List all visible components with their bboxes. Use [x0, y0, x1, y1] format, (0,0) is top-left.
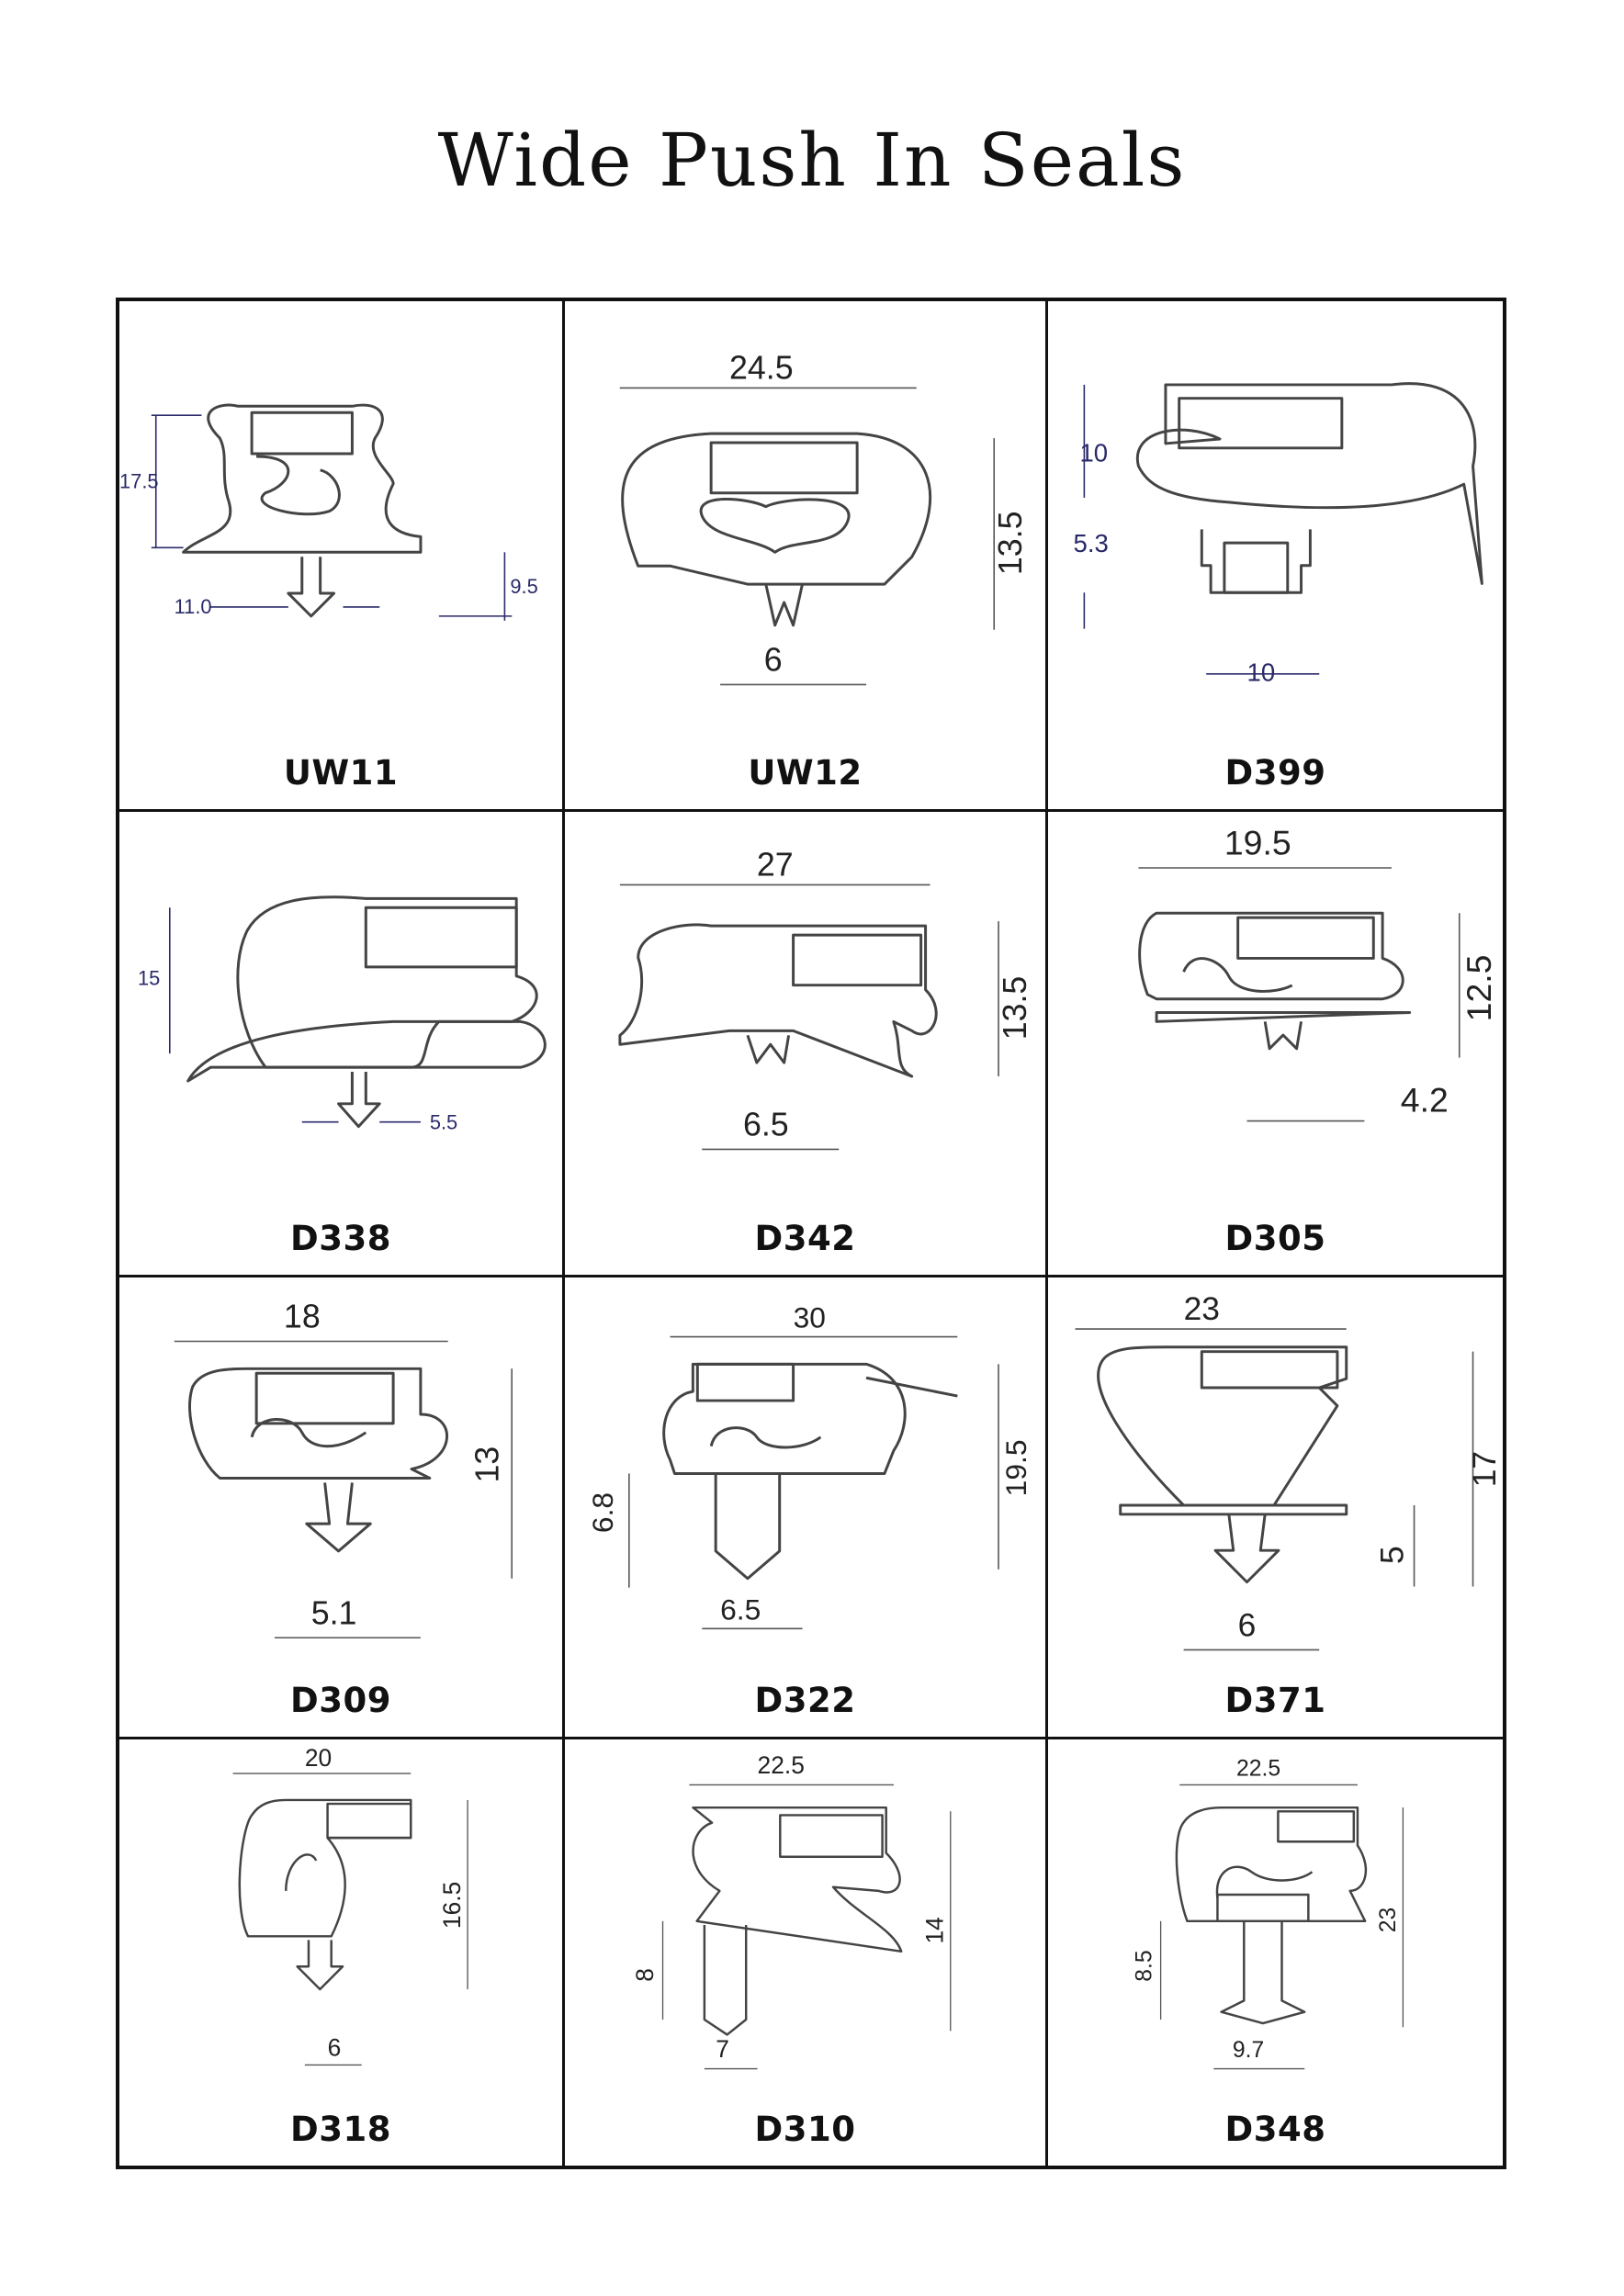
seal-base-chamber — [1224, 543, 1288, 592]
seal-drawing-d348 — [1048, 1739, 1503, 2101]
seal-drawing-d305 — [1048, 812, 1503, 1210]
seal-code: D309 — [290, 1681, 391, 1720]
seal-drawing-uw11 — [119, 301, 562, 745]
seal-profile — [664, 1364, 906, 1473]
seal-chamber — [1278, 1811, 1353, 1841]
seal-card-d309 — [119, 1277, 565, 1739]
seal-card-d371 — [1048, 1277, 1503, 1739]
dim-label: 23 — [1376, 1907, 1402, 1933]
dim-label: 10 — [1079, 438, 1109, 467]
dim-label: 14 — [920, 1917, 949, 1944]
seal-fold — [1184, 959, 1292, 992]
dim-label: 17.5 — [119, 469, 159, 493]
dim-label: 13.5 — [992, 511, 1030, 576]
seal-barb — [716, 1474, 780, 1579]
seal-drawing-d309 — [119, 1277, 562, 1672]
dim-label: 6.5 — [742, 1106, 789, 1143]
seal-profile — [623, 433, 930, 584]
seal-drawing-d399 — [1048, 301, 1503, 745]
seal-card-d399 — [1048, 301, 1503, 812]
dim-label: 13.5 — [996, 975, 1033, 1041]
dim-label: 9.7 — [1232, 2038, 1265, 2064]
dim-label: 18 — [283, 1298, 321, 1335]
seal-card-d348 — [1048, 1739, 1503, 2166]
dim-label: 4.2 — [1400, 1080, 1449, 1120]
dim-label: 23 — [1183, 1290, 1221, 1328]
seal-barb — [748, 1035, 789, 1063]
seal-base — [1156, 1012, 1410, 1021]
seal-profile — [1177, 1807, 1366, 1921]
seal-chamber — [366, 907, 516, 967]
seal-profile — [240, 1800, 411, 1936]
seal-lip — [866, 1378, 957, 1396]
dim-label: 17 — [1466, 1450, 1503, 1488]
seal-drawing-d322 — [565, 1277, 1045, 1672]
seal-code: D318 — [290, 2110, 391, 2149]
page-title: Wide Push In Seals — [437, 118, 1187, 203]
seal-chamber — [256, 1373, 393, 1424]
dim-label: 30 — [793, 1300, 826, 1334]
seal-drawing-uw12 — [565, 301, 1045, 745]
dim-label: 20 — [304, 1743, 333, 1772]
dim-label: 11.0 — [174, 594, 212, 618]
seal-fold — [256, 456, 339, 514]
seal-code: D305 — [1224, 1219, 1326, 1258]
seal-chamber — [1201, 1352, 1337, 1388]
seal-code: D399 — [1224, 753, 1326, 793]
dim-label: 12.5 — [1460, 954, 1499, 1022]
seal-chamber — [697, 1364, 793, 1401]
seal-card-d318 — [119, 1739, 565, 2166]
dim-label: 15 — [138, 966, 161, 990]
seal-barb — [307, 1482, 371, 1550]
seal-chamber — [794, 935, 921, 985]
seal-drawing-d338 — [119, 812, 562, 1210]
seal-base — [1121, 1505, 1347, 1514]
dim-label: 6.8 — [585, 1491, 619, 1534]
seal-profile — [184, 405, 421, 552]
seal-code: D322 — [754, 1681, 856, 1720]
seal-profile — [1099, 1347, 1347, 1505]
dim-label: 9.5 — [510, 575, 538, 599]
seal-code: D371 — [1224, 1681, 1326, 1720]
seal-code: D310 — [754, 2110, 856, 2149]
seal-card-d305 — [1048, 812, 1503, 1277]
seal-barb — [298, 1940, 343, 1989]
dim-label: 5.5 — [429, 1110, 458, 1134]
dim-label: 8 — [630, 1968, 659, 1982]
seal-card-d342 — [565, 812, 1048, 1277]
dim-label: 24.5 — [729, 349, 794, 387]
seal-profile — [694, 1807, 902, 1952]
seal-chamber — [1238, 917, 1374, 958]
seal-card-d338 — [119, 812, 565, 1277]
dim-label: 6 — [763, 641, 783, 679]
seal-chamber — [711, 443, 857, 493]
seal-profile — [238, 897, 536, 1067]
seal-code: D342 — [754, 1219, 856, 1258]
seal-card-uw12 — [565, 301, 1048, 812]
seal-barb — [339, 1072, 380, 1127]
seal-grid — [116, 298, 1506, 2169]
seal-card-uw11 — [119, 301, 565, 812]
dim-label: 16.5 — [437, 1881, 466, 1930]
seal-code: UW12 — [748, 753, 863, 793]
dim-label: 7 — [716, 2035, 729, 2064]
seal-profile — [1140, 913, 1404, 998]
seal-chamber — [252, 412, 352, 454]
seal-barb — [1222, 1921, 1305, 2023]
seal-fold — [286, 1854, 316, 1890]
dim-label: 6.5 — [720, 1593, 761, 1626]
seal-chamber — [328, 1804, 412, 1838]
dim-label: 10 — [1246, 658, 1276, 687]
seal-barb — [766, 584, 803, 625]
seal-code: UW11 — [283, 753, 399, 793]
seal-base — [1201, 529, 1310, 592]
seal-drawing-d318 — [119, 1739, 562, 2101]
seal-chamber — [780, 1815, 882, 1856]
seal-card-d310 — [565, 1739, 1048, 2166]
dim-label: 19.5 — [1224, 823, 1291, 862]
seal-barb — [1265, 1021, 1301, 1049]
dim-label: 5 — [1373, 1546, 1411, 1564]
dim-label: 5.3 — [1073, 528, 1109, 557]
seal-fold — [711, 1428, 820, 1447]
seal-barb — [288, 557, 334, 616]
dim-label: 6 — [327, 2033, 342, 2062]
dim-label: 5.1 — [310, 1594, 357, 1632]
dim-label: 22.5 — [757, 1751, 805, 1780]
seal-stem — [705, 1925, 746, 2035]
seal-card-d322 — [565, 1277, 1048, 1739]
seal-code: D338 — [290, 1219, 391, 1258]
dim-label: 27 — [756, 846, 794, 884]
seal-drawing-d371 — [1048, 1277, 1503, 1672]
dim-label: 6 — [1237, 1606, 1257, 1644]
seal-base-chamber — [1217, 1895, 1308, 1921]
seal-code: D348 — [1224, 2110, 1326, 2149]
seal-barb — [1215, 1514, 1279, 1582]
dim-label: 13 — [468, 1446, 506, 1483]
seal-fold — [701, 499, 849, 552]
dim-label: 22.5 — [1236, 1756, 1281, 1782]
dim-label: 19.5 — [998, 1439, 1032, 1497]
seal-drawing-d310 — [565, 1739, 1045, 2101]
seal-drawing-d342 — [565, 812, 1045, 1210]
dim-label: 8.5 — [1132, 1950, 1157, 1982]
